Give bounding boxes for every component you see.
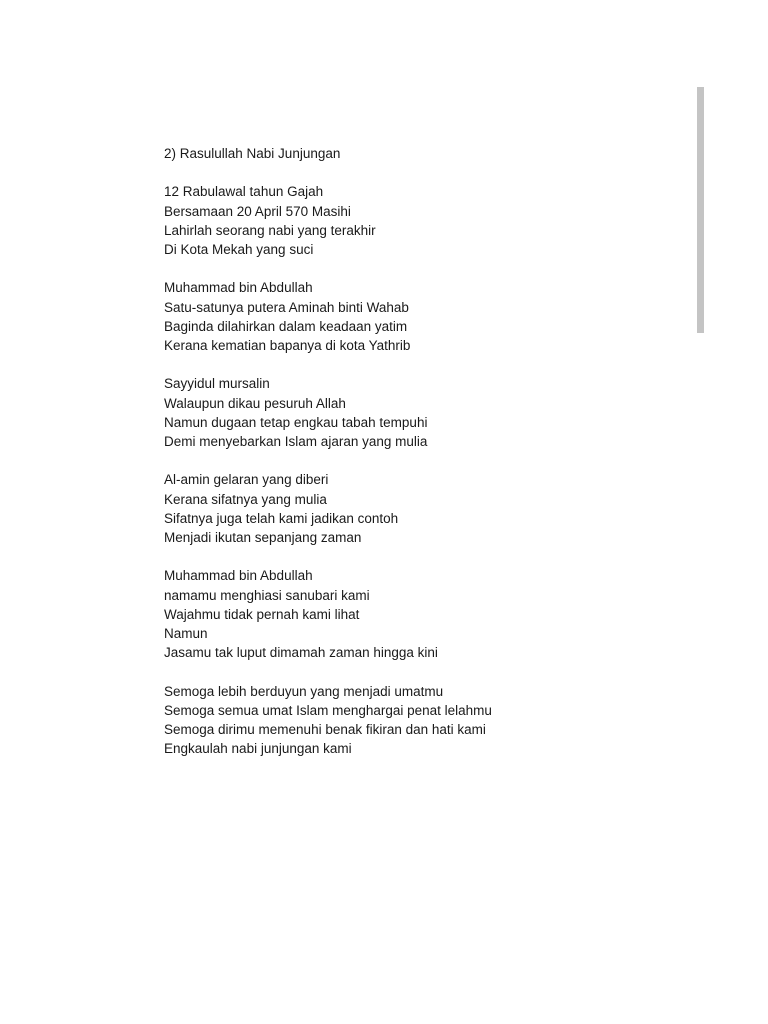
poem-line: Al-amin gelaran yang diberi <box>164 472 329 488</box>
stanza-1 <box>164 182 684 259</box>
poem-line: Engkaulah nabi junjungan kami <box>164 741 352 757</box>
poem-line: Semoga dirimu memenuhi benak fikiran dan hati kami <box>164 722 486 737</box>
poem-line: Semoga semua umat Islam menghargai penat lelahmu <box>164 702 492 718</box>
poem-line: Sayyidul mursalin <box>164 376 270 392</box>
poem-line: Bersamaan 20 April 570 Masihi <box>164 203 351 219</box>
poem-line: Namun <box>164 626 208 641</box>
poem-line: Demi menyebarkan Islam ajaran yang mulia <box>164 434 428 449</box>
poem-line: Semoga lebih berduyun yang menjadi umatmu <box>164 683 444 699</box>
poem-line: Di Kota Mekah yang suci <box>164 242 314 257</box>
poem-line: Muhammad bin Abdullah <box>164 568 313 584</box>
poem-line: Walaupun dikau pesuruh Allah <box>164 395 346 411</box>
poem-line: Kerana sifatnya yang mulia <box>164 491 327 507</box>
poem-line: Baginda dilahirkan dalam keadaan yatim <box>164 318 408 334</box>
stanza-3 <box>164 374 684 451</box>
poem-line: namamu menghiasi sanubari kami <box>164 587 370 603</box>
stanza-5 <box>164 566 684 662</box>
poem-line: Lahirlah seorang nabi yang terakhir <box>164 222 376 238</box>
stanza-2 <box>164 278 684 355</box>
stanza-4 <box>164 470 684 547</box>
poem-line: Wajahmu tidak pernah kami lihat <box>164 606 360 622</box>
poem-line: 12 Rabulawal tahun Gajah <box>164 184 324 200</box>
poem-line: Menjadi ikutan sepanjang zaman <box>164 530 362 545</box>
poem-line: Kerana kematian bapanya di kota Yathrib <box>164 338 411 353</box>
poem-line: Muhammad bin Abdullah <box>164 280 313 296</box>
poem-line: Jasamu tak luput dimamah zaman hingga kini <box>164 645 438 661</box>
poem-line: Satu-satunya putera Aminah binti Wahab <box>164 299 409 315</box>
poem-line: Sifatnya juga telah kami jadikan contoh <box>164 510 399 526</box>
scrollbar-thumb[interactable] <box>697 87 704 333</box>
poem <box>164 144 684 778</box>
poem-title: 2) Rasulullah Nabi Junjungan <box>164 146 341 161</box>
stanza-6 <box>164 682 684 759</box>
poem-line: Namun dugaan tetap engkau tabah tempuhi <box>164 414 428 430</box>
